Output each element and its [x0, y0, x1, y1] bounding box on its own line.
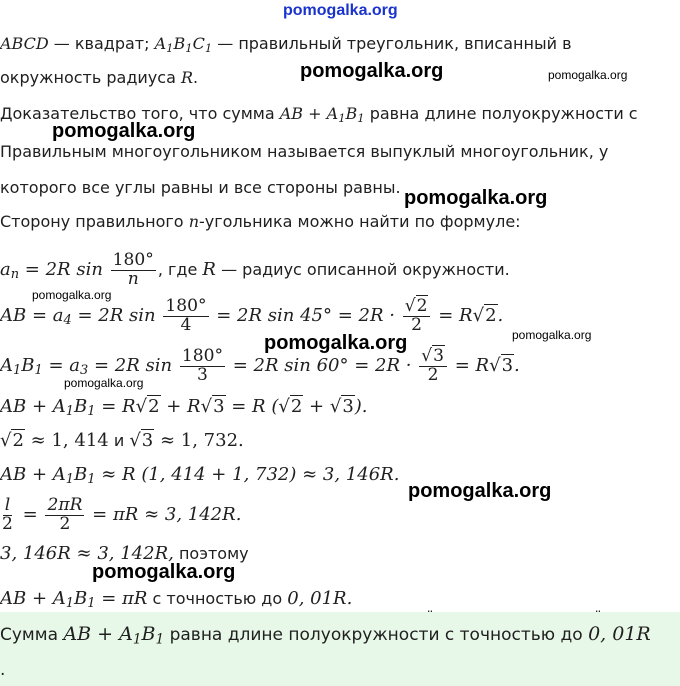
triangle-name: $A_1B_1C_1$ — [154, 34, 213, 55]
watermark: pomogalka.org — [264, 332, 408, 354]
formula-an — [0, 248, 510, 292]
fraction-180-3: $\frac{180^\circ}{3}$ — [181, 345, 224, 385]
square-name: ABCD — [0, 34, 49, 53]
watermark: pomogalka.org — [408, 480, 552, 502]
answer-period: . — [0, 660, 6, 680]
watermark-top: pomogalka.org — [283, 2, 398, 19]
an-lhs: $a_n = 2R$ sin — [0, 259, 103, 283]
n-symbol: n — [188, 212, 199, 231]
definition-line-1: Правильным многоугольником называется выпуклый многоугольник, у — [0, 142, 609, 161]
fraction-180-4: $\frac{180^\circ}{4}$ — [165, 295, 207, 335]
text-proof: Доказательство того, что сумма — [0, 104, 280, 123]
comparison: 3, 146R ≈ 3, 142R, поэтому — [0, 543, 249, 564]
fraction-2piR-2: $\frac{2\pi R}{2}$ — [47, 494, 83, 534]
text-square: — квадрат; — [48, 34, 155, 53]
semicircle-length: $\frac{l}{2}$ = $\frac{2\pi R}{2}$ = πR ≈ 3, 142R. — [2, 494, 242, 534]
answer-line: Сумма AB + $A_1B_1$ равна длине полуокружности с точностью до 0, 01R — [0, 623, 651, 648]
text-radius: окружность радиуса — [0, 68, 181, 87]
text-side: Сторону правильного — [0, 212, 189, 231]
text-semicircle: равна длине полуокружности с — [364, 104, 638, 123]
result: AB + $A_1B_1 = \pi R$ с точностью до 0, 01R. — [0, 588, 353, 612]
text-triangle: — правильный треугольник, вписанный в — [212, 34, 572, 53]
fraction-180-n: $\frac{180^\circ}{n}$ — [112, 249, 154, 289]
sum-approx: AB + $A_1B_1 \approx R$ (1, 414 + 1, 732) ≈ 3, 146R. — [0, 464, 400, 488]
problem-line-1 — [0, 34, 572, 54]
answer-box — [0, 612, 680, 686]
text-where: , где — [157, 260, 203, 279]
watermark: pomogalka.org — [92, 561, 236, 583]
watermark: pomogalka.org — [300, 60, 444, 82]
formula-sum: AB + $A_1B_1 = R√2 + R√3 = R$ (√2 + √3). — [0, 396, 368, 420]
watermark: pomogalka.org — [64, 376, 144, 390]
fraction-sqrt2-2: $\frac{√2}{2}$ — [403, 298, 431, 335]
watermark: pomogalka.org — [32, 288, 112, 302]
approximations: √2 ≈ 1, 414 и √3 ≈ 1, 732. — [0, 430, 244, 451]
formula-ab: AB = $a_4 = 2R$ sin $\frac{180^\circ}{4}$ = 2R sin 45° = 2R · $\frac{√2}{2}$ = R√2. — [0, 295, 504, 335]
problem-line-2 — [0, 68, 198, 88]
formula-a1b1: $A_1B_1 = a_3 = 2R$ sin $\frac{180^\circ}{3}$ = 2R sin 60° = 2R · $\frac{√3}{2}$ = R√3. — [0, 345, 520, 385]
radius-symbol: R — [202, 259, 216, 280]
watermark: pomogalka.org — [404, 187, 548, 209]
fraction-l-2: $\frac{l}{2}$ — [2, 494, 13, 534]
watermark: pomogalka.org — [512, 328, 592, 342]
text-circumradius: — радиус описанной окружности. — [215, 260, 510, 279]
text-formula: -угольника можно найти по формуле: — [199, 212, 521, 231]
watermark: pomogalka.org — [52, 120, 196, 142]
period: . — [193, 68, 199, 87]
fraction-sqrt3-2: $\frac{√3}{2}$ — [419, 348, 447, 385]
sum-expression: AB + $A_1B_1$ — [279, 104, 365, 125]
definition-line-2: которого все углы равны и все стороны равны. — [0, 178, 401, 197]
radius-symbol: R — [180, 68, 193, 87]
watermark: pomogalka.org — [548, 68, 628, 82]
formula-intro — [0, 212, 521, 232]
